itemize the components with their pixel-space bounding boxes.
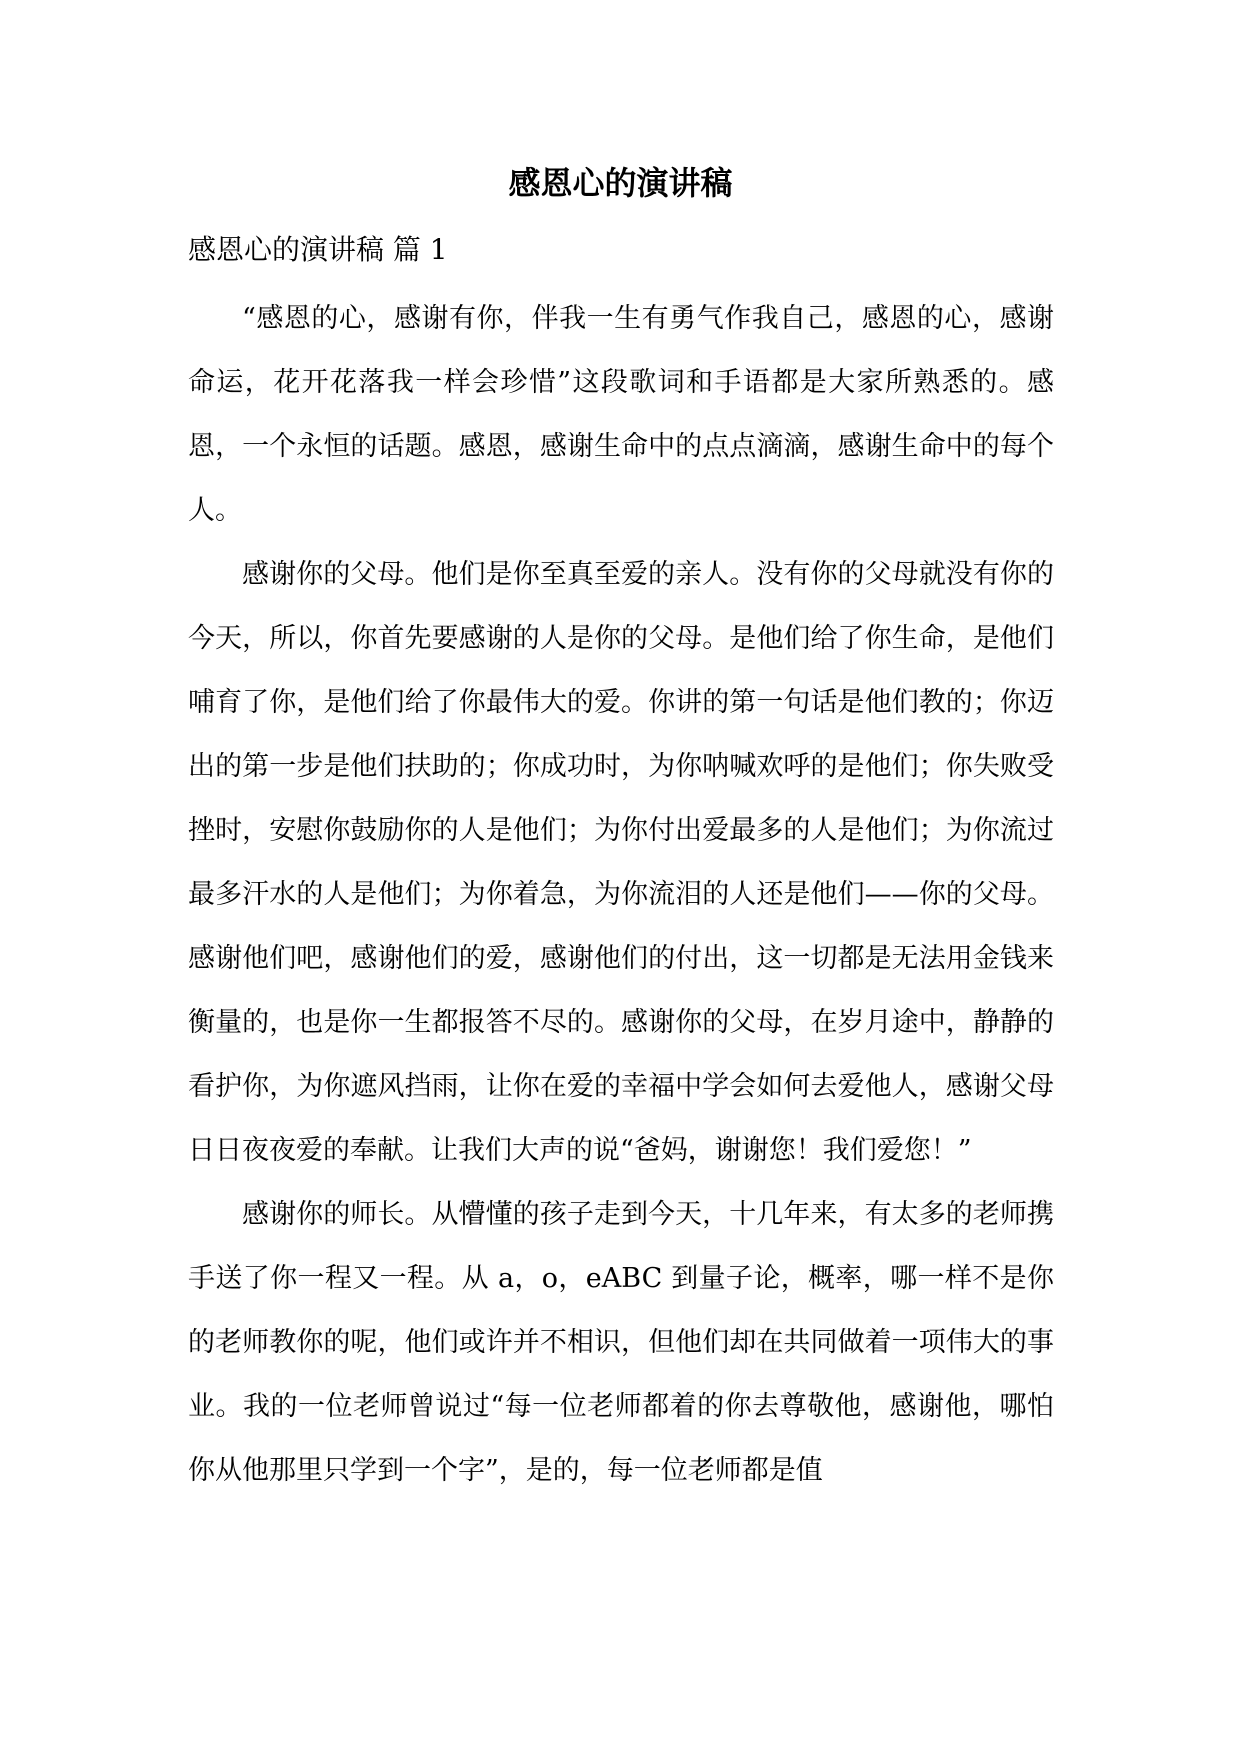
paragraph: 感谢你的师长。从懵懂的孩子走到今天，十几年来，有太多的老师携手送了你一程又一程。从 a，o，eABC 到量子论，概率，哪一样不是你的老师教你的呢，他们或许并不相识，但他们却在共同做着一项伟大的事业。我的一位老师曾说过“每一位老师都着的你去尊敬他，感谢他，哪怕你从他那里只学到一个字”，是的，每一位老师都是值: [188, 1199, 1054, 1486]
document-body: [188, 287, 1054, 1503]
paragraph: “感恩的心，感谢有你，伴我一生有勇气作我自己，感恩的心，感谢命运，花开花落我一样会珍惜”这段歌词和手语都是大家所熟悉的。感恩，一个永恒的话题。感恩，感谢生命中的点点滴滴，感谢生命中的每个人。: [188, 303, 1054, 526]
document-subtitle: 感恩心的演讲稿 篇 1: [188, 233, 448, 266]
document-title: 感恩心的演讲稿: [508, 164, 733, 202]
paragraph: 感谢你的父母。他们是你至真至爱的亲人。没有你的父母就没有你的今天，所以，你首先要感谢的人是你的父母。是他们给了你生命，是他们哺育了你，是他们给了你最伟大的爱。你讲的第一句话是他们教的；你迈出的第一步是他们扶助的；你成功时，为你呐喊欢呼的是他们；你失败受挫时，安慰你鼓励你的人是他们；为你付出爱最多的人是他们；为你流过最多汗水的人是他们；为你着急，为你流泪的人还是他们——你的父母。感谢他们吧，感谢他们的爱，感谢他们的付出，这一切都是无法用金钱来衡量的，也是你一生都报答不尽的。感谢你的父母，在岁月途中，静静的看护你，为你遮风挡雨，让你在爱的幸福中学会如何去爱他人，感谢父母日日夜夜爱的奉献。让我们大声的说“爸妈，谢谢您！我们爱您！”: [188, 559, 1054, 1166]
